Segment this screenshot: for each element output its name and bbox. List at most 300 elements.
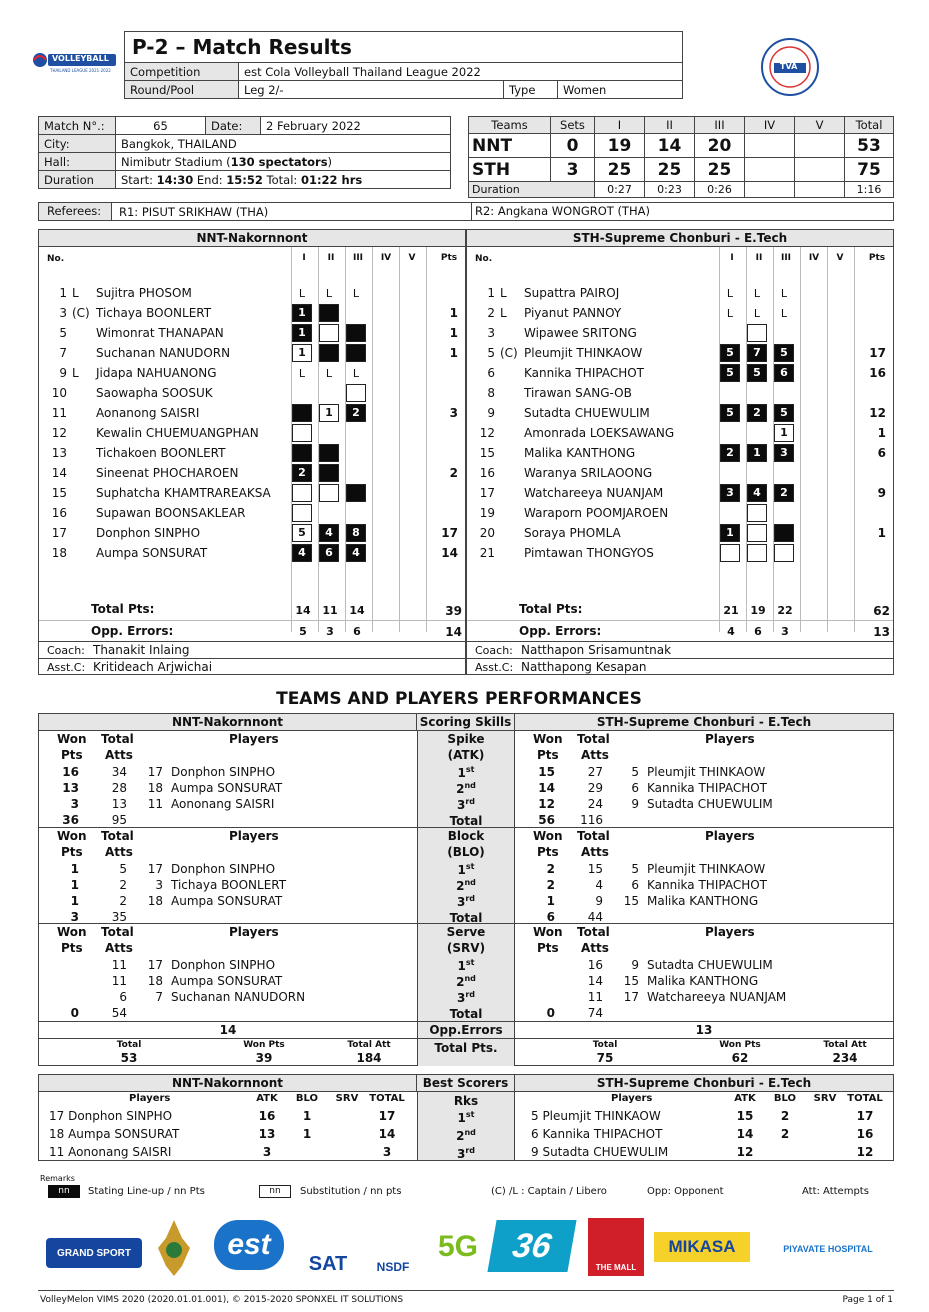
teamA-set-total: 39 — [445, 604, 462, 618]
player-row — [39, 543, 465, 563]
player-row — [39, 363, 465, 383]
substitution-box: 1 — [319, 404, 339, 422]
perf-won-total: 0 — [546, 1006, 555, 1020]
perf-atts-total: 54 — [111, 1006, 127, 1020]
perf-won-total: 56 — [538, 813, 555, 827]
starting-lineup-box: 5 — [747, 364, 767, 382]
footer-left: VolleyMelon VIMS 2020 (2020.01.01.001), © 2015-2020 SPONXEL IT SOLUTIONS — [40, 1295, 404, 1305]
teamB-team-name: STH-Supreme Chonburi - E.Tech — [467, 230, 893, 247]
player-points: 9 — [877, 486, 886, 500]
teamB-set-total: 62 — [873, 604, 890, 618]
best-stat: 13 — [258, 1127, 276, 1141]
player-name: Kannika THIPACHOT — [524, 366, 644, 380]
player-name: Piyanut PANNOY — [524, 306, 622, 320]
player-row — [39, 443, 465, 463]
volleyball-logo-icon — [30, 48, 118, 78]
remarks-starting-box: nn — [48, 1185, 80, 1198]
sponsor-grand-sport: GRAND SPORT — [46, 1238, 142, 1268]
teamB-no-label: No. — [475, 254, 493, 264]
score-row-sth: STH 3 25 25 25 75 — [469, 158, 894, 182]
substitution-box: 5 — [292, 524, 312, 542]
perf-player-no: 11 — [147, 797, 163, 811]
perf-total: 13 — [111, 797, 127, 811]
perf-won: 13 — [62, 781, 79, 795]
player-points: 6 — [877, 446, 886, 460]
left-logo-text: VOLLEYBALL — [52, 54, 109, 63]
starting-lineup-box: 1 — [292, 324, 312, 342]
player-name: Supawan BOONSAKLEAR — [96, 506, 246, 520]
player-name: Pleumjit THINKAOW — [524, 346, 643, 360]
skill-rank: 1st — [457, 862, 475, 877]
royal-emblem-icon — [152, 1218, 196, 1278]
starting-lineup-box: 6 — [319, 544, 339, 562]
skill-name: Block — [447, 829, 485, 843]
perf-player-no: 9 — [631, 958, 639, 972]
best-scorers-table — [38, 1074, 894, 1161]
perf-won: 12 — [538, 797, 555, 811]
player-number: 12 — [479, 426, 495, 440]
perf-total: 27 — [587, 765, 603, 779]
perf-total: 28 — [111, 781, 127, 795]
total-label: Won Pts — [719, 1040, 761, 1050]
player-number: 2 — [487, 306, 495, 320]
player-row — [467, 343, 893, 363]
best-stat: 1 — [302, 1127, 312, 1141]
col-atts: Atts — [105, 748, 133, 762]
col-total: Total — [101, 925, 134, 939]
page-title: P-2 – Match Results — [132, 35, 352, 59]
set-libero-mark: L — [325, 287, 333, 300]
teamB-total-label: Total Pts: — [519, 602, 583, 616]
starting-lineup-box — [774, 524, 794, 542]
player-row — [39, 323, 465, 343]
substitution-box — [292, 504, 312, 522]
teamB-set-header: Pts — [868, 253, 886, 263]
perf-won: 1 — [70, 894, 79, 908]
col-players: Players — [229, 829, 279, 843]
perf-player-name: Donphon SINPHO — [171, 862, 276, 876]
player-number: 12 — [51, 426, 67, 440]
skill-total: Total — [449, 911, 483, 925]
teamA-opp-label: Opp. Errors: — [91, 624, 174, 638]
skill-name: Serve — [446, 925, 486, 939]
player-row — [467, 323, 893, 343]
starting-lineup-box: 7 — [747, 344, 767, 362]
col-total: Total — [577, 925, 610, 939]
best-stat: 2 — [780, 1127, 790, 1141]
substitution-box: 1 — [292, 344, 312, 362]
player-number: 17 — [51, 526, 67, 540]
player-row — [467, 403, 893, 423]
set-libero-mark: L — [352, 367, 360, 380]
best-rks: Rks — [453, 1094, 479, 1108]
perf-player-no: 15 — [623, 894, 639, 908]
player-number: 11 — [51, 406, 67, 420]
best-stat: 17 — [856, 1109, 874, 1123]
best-team-b: STH-Supreme Chonburi - E.Tech — [515, 1075, 893, 1092]
col-pts: Pts — [61, 748, 83, 762]
total-label: Total Att — [347, 1040, 391, 1050]
player-row — [467, 483, 893, 503]
perf-won-total: 36 — [62, 813, 79, 827]
teamB-asst-label: Asst.C: — [475, 661, 514, 674]
player-row — [467, 423, 893, 443]
skill-rank: 3rd — [456, 990, 476, 1005]
set-libero-mark: L — [352, 287, 360, 300]
teamB-opp-errors: 6 — [754, 625, 762, 638]
perf-player-name: Sutadta CHUEWULIM — [647, 797, 773, 811]
perf-team-a: NNT-Nakornnont — [39, 714, 417, 731]
perf-player-name: Aumpa SONSURAT — [171, 894, 283, 908]
perf-won: 2 — [546, 862, 555, 876]
skill-rank: 2nd — [456, 781, 476, 796]
player-number: 9 — [59, 366, 67, 380]
teamA-asst-label: Asst.C: — [47, 661, 86, 674]
perf-won: 1 — [70, 862, 79, 876]
score-header: II — [645, 117, 695, 134]
starting-lineup-box: 6 — [774, 364, 794, 382]
match-no-label: Match N°.: — [39, 117, 116, 135]
best-rank: 3rd — [456, 1146, 476, 1161]
teamB-set-total: 21 — [723, 604, 739, 617]
teamA-set-header: V — [408, 253, 416, 263]
player-points: 2 — [449, 466, 458, 480]
col-won: Won — [533, 732, 563, 746]
referees-label: Referees: — [39, 203, 112, 220]
starting-lineup-box — [292, 404, 312, 422]
perf-total: 4 — [595, 878, 603, 892]
perf-player-no: 17 — [147, 958, 163, 972]
best-player: 6 Kannika THIPACHOT — [531, 1127, 663, 1141]
perf-total: 34 — [111, 765, 127, 779]
perf-won: 2 — [546, 878, 555, 892]
team-a-roster — [38, 229, 466, 675]
sponsor-ais-5g: 5G — [437, 1230, 479, 1263]
teamB-opp-label: Opp. Errors: — [519, 624, 602, 638]
total-label: Won Pts — [243, 1040, 285, 1050]
type-value: Women — [558, 81, 683, 99]
player-number: 3 — [487, 326, 495, 340]
starting-lineup-box: 4 — [747, 484, 767, 502]
starting-lineup-box: 4 — [346, 544, 366, 562]
starting-lineup-box: 1 — [720, 524, 740, 542]
perf-player-no: 18 — [147, 894, 163, 908]
footer-right: Page 1 of 1 — [842, 1295, 893, 1305]
score-header: I — [595, 117, 645, 134]
player-name: Wimonrat THANAPAN — [96, 326, 224, 340]
player-number: 20 — [479, 526, 495, 540]
type-label: Type — [504, 81, 558, 99]
starting-lineup-box: 5 — [774, 344, 794, 362]
best-stat: 14 — [736, 1127, 754, 1141]
player-row — [467, 463, 893, 483]
substitution-box — [774, 544, 794, 562]
player-points: 1 — [877, 526, 886, 540]
perf-won: 16 — [62, 765, 79, 779]
skill-abbr: (ATK) — [447, 748, 485, 762]
score-header: V — [795, 117, 845, 134]
col-total: Total — [577, 732, 610, 746]
skill-total: Total — [449, 814, 483, 828]
perf-player-name: Aumpa SONSURAT — [171, 974, 283, 988]
player-row — [39, 503, 465, 523]
player-points: 14 — [441, 546, 458, 560]
set-libero-mark: L — [298, 287, 306, 300]
total-value: 75 — [596, 1051, 614, 1065]
starting-lineup-box: 3 — [774, 444, 794, 462]
hall-label: Hall: — [39, 153, 116, 171]
teamB-coach: Natthapon Srisamuntnak — [521, 643, 672, 657]
referee-1: R1: PISUT SRIKHAW (THA) — [119, 205, 269, 219]
teamB-coach-label: Coach: — [475, 644, 513, 657]
perf-total: 15 — [587, 862, 603, 876]
divider — [39, 658, 465, 659]
player-role: L — [72, 286, 79, 300]
player-row — [39, 523, 465, 543]
perf-won-total: 3 — [70, 910, 79, 924]
best-stat: 12 — [856, 1145, 874, 1159]
starting-lineup-box: 1 — [747, 444, 767, 462]
best-stat: 1 — [302, 1109, 312, 1123]
player-number: 5 — [487, 346, 495, 360]
opp-errors-a: 14 — [219, 1023, 237, 1037]
best-stat: 17 — [378, 1109, 396, 1123]
best-stat: 3 — [382, 1145, 392, 1159]
score-header: III — [695, 117, 745, 134]
left-logo-sub: THAILAND LEAGUE 2021-2022 — [50, 68, 111, 73]
perf-skills-label: Scoring Skills — [417, 714, 515, 731]
player-role: L — [72, 366, 79, 380]
player-name: Sujitra PHOSOM — [96, 286, 192, 300]
perf-total: 24 — [587, 797, 603, 811]
perf-total: 11 — [111, 974, 127, 988]
player-points: 17 — [869, 346, 886, 360]
divider — [39, 620, 465, 621]
player-name: Sineenat PHOCHAROEN — [96, 466, 239, 480]
teamA-set-header: IV — [380, 253, 392, 263]
right-logo — [760, 37, 820, 97]
player-name: Waranya SRILAOONG — [524, 466, 653, 480]
score-header: Total — [845, 117, 894, 134]
remarks-att: Att: Attempts — [802, 1186, 869, 1197]
best-col-header: TOTAL — [847, 1093, 883, 1104]
player-points: 1 — [449, 346, 458, 360]
teamA-team-name: NNT-Nakornnont — [39, 230, 465, 247]
perf-won-total: 6 — [546, 910, 555, 924]
total-label: Total — [592, 1040, 618, 1050]
player-row — [467, 503, 893, 523]
teamB-opp-errors: 3 — [781, 625, 789, 638]
teamB-set-total: 19 — [750, 604, 766, 617]
substitution-box — [720, 544, 740, 562]
starting-lineup-box: 5 — [720, 404, 740, 422]
best-col-header: ATK — [734, 1093, 756, 1104]
set-libero-mark: L — [780, 287, 788, 300]
perf-total: 11 — [111, 958, 127, 972]
score-durations: Duration 0:27 0:23 0:26 1:16 — [469, 182, 894, 198]
player-row — [39, 483, 465, 503]
player-row — [467, 523, 893, 543]
perf-player-name: Aononang SAISRI — [171, 797, 275, 811]
sponsor-sat: SAT — [308, 1253, 348, 1275]
player-row — [467, 383, 893, 403]
starting-lineup-box — [292, 444, 312, 462]
perf-player-name: Malika KANTHONG — [647, 894, 759, 908]
teamA-set-header: Pts — [440, 253, 458, 263]
perf-player-name: Kannika THIPACHOT — [647, 781, 767, 795]
player-name: Wipawee SRITONG — [524, 326, 637, 340]
player-row — [39, 383, 465, 403]
teamB-set-header: IV — [808, 253, 820, 263]
date-value: 2 February 2022 — [261, 117, 451, 135]
substitution-box — [319, 324, 339, 342]
total-value: 39 — [255, 1051, 273, 1065]
player-name: Tichaya BOONLERT — [96, 306, 212, 320]
perf-total: 2 — [119, 894, 127, 908]
player-number: 10 — [51, 386, 67, 400]
perf-player-no: 5 — [631, 862, 639, 876]
starting-lineup-box: 8 — [346, 524, 366, 542]
perf-player-name: Pleumjit THINKAOW — [647, 862, 766, 876]
best-rank: 2nd — [456, 1128, 476, 1143]
perf-atts-total: 116 — [580, 813, 603, 827]
substitution-box — [346, 384, 366, 402]
perf-player-no: 18 — [147, 974, 163, 988]
team-b-roster — [466, 229, 894, 675]
right-logo-text: TVA — [780, 62, 798, 71]
perf-atts-total: 44 — [587, 910, 603, 924]
referees-row — [38, 202, 894, 221]
best-player: 9 Sutadta CHUEWULIM — [531, 1145, 669, 1159]
col-pts: Pts — [537, 845, 559, 859]
best-col-header: Players — [611, 1093, 653, 1104]
perf-player-no: 5 — [631, 765, 639, 779]
remarks-starting: Stating Line-up / nn Pts — [88, 1186, 205, 1197]
teamA-no-label: No. — [47, 254, 65, 264]
player-number: 21 — [479, 546, 495, 560]
skill-rank: 1st — [457, 765, 475, 780]
substitution-box — [747, 544, 767, 562]
col-atts: Atts — [581, 845, 609, 859]
col-players: Players — [705, 732, 755, 746]
col-total: Total — [577, 829, 610, 843]
set-libero-mark: L — [753, 307, 761, 320]
opp-errors-b: 13 — [695, 1023, 713, 1037]
col-pts: Pts — [537, 941, 559, 955]
skill-abbr: (SRV) — [446, 941, 486, 955]
divider — [39, 641, 465, 642]
competition-value: est Cola Volleyball Thailand League 2022 — [239, 63, 683, 81]
perf-player-name: Watchareeya NUANJAM — [647, 990, 787, 1004]
duration-value: Start: 14:30 End: 15:52 Total: 01:22 hrs — [116, 171, 451, 189]
starting-lineup-box: 2 — [346, 404, 366, 422]
best-player: 17 Donphon SINPHO — [49, 1109, 173, 1123]
remarks-substitution: Substitution / nn pts — [300, 1186, 402, 1197]
teamA-opp-errors: 6 — [353, 625, 361, 638]
substitution-box — [292, 484, 312, 502]
player-row — [39, 283, 465, 303]
footer-line — [38, 1290, 894, 1291]
starting-lineup-box: 5 — [774, 404, 794, 422]
starting-lineup-box: 4 — [292, 544, 312, 562]
section-divider — [39, 1021, 893, 1022]
skill-total: Total — [449, 1007, 483, 1021]
player-number: 1 — [487, 286, 495, 300]
player-number: 13 — [51, 446, 67, 460]
col-pts: Pts — [61, 941, 83, 955]
set-libero-mark: L — [726, 307, 734, 320]
perf-player-name: Kannika THIPACHOT — [647, 878, 767, 892]
player-name: Donphon SINPHO — [96, 526, 201, 540]
player-name: Amonrada LOEKSAWANG — [524, 426, 675, 440]
skill-rank: 3rd — [456, 797, 476, 812]
player-row — [39, 303, 465, 323]
perf-player-no: 17 — [147, 765, 163, 779]
substitution-box — [319, 484, 339, 502]
starting-lineup-box: 5 — [720, 344, 740, 362]
col-won: Won — [533, 829, 563, 843]
starting-lineup-box — [346, 484, 366, 502]
best-stat: 16 — [258, 1109, 276, 1123]
col-atts: Atts — [581, 941, 609, 955]
skill-name: Spike — [447, 732, 485, 746]
teamA-opp-errors: 3 — [326, 625, 334, 638]
best-stat: 3 — [262, 1145, 272, 1159]
best-team-a: NNT-Nakornnont — [39, 1075, 417, 1092]
score-header: Teams — [469, 117, 551, 134]
player-number: 19 — [479, 506, 495, 520]
teamA-set-total: 14 — [295, 604, 311, 617]
perf-total: 5 — [119, 862, 127, 876]
set-libero-mark: L — [780, 307, 788, 320]
col-atts: Atts — [105, 941, 133, 955]
sponsor-piyavate: PIYAVATE HOSPITAL — [783, 1244, 873, 1254]
total-label: Total — [116, 1040, 142, 1050]
col-pts: Pts — [537, 748, 559, 762]
sponsor-nsdf: NSDF — [376, 1260, 410, 1274]
substitution-box — [747, 524, 767, 542]
starting-lineup-box — [319, 304, 339, 322]
perf-player-name: Donphon SINPHO — [171, 958, 276, 972]
perf-player-no: 9 — [631, 797, 639, 811]
perf-total: 14 — [587, 974, 603, 988]
col-pts: Pts — [61, 845, 83, 859]
player-points: 1 — [877, 426, 886, 440]
perf-atts-total: 95 — [111, 813, 127, 827]
perf-player-no: 3 — [155, 878, 163, 892]
player-name: Sutadta CHUEWULIM — [524, 406, 650, 420]
starting-lineup-box: 3 — [720, 484, 740, 502]
divider — [467, 620, 893, 621]
perf-team-b: STH-Supreme Chonburi - E.Tech — [515, 714, 893, 731]
remarks-sub-box: nn — [259, 1185, 291, 1198]
starting-lineup-box — [346, 344, 366, 362]
player-row — [39, 463, 465, 483]
player-number: 15 — [479, 446, 495, 460]
skill-rank: 1st — [457, 958, 475, 973]
teamB-asst: Natthapong Kesapan — [521, 660, 647, 674]
city-value: Bangkok, THAILAND — [116, 135, 451, 153]
player-number: 7 — [59, 346, 67, 360]
teamB-opp-errors: 13 — [873, 625, 890, 639]
set-libero-mark: L — [298, 367, 306, 380]
sponsor-the-mall: THE MALL — [588, 1218, 644, 1276]
best-col-header: BLO — [295, 1093, 319, 1104]
player-name: Malika KANTHONG — [524, 446, 636, 460]
best-rank: 1st — [457, 1110, 475, 1125]
perf-total: 2 — [119, 878, 127, 892]
starting-lineup-box: 2 — [747, 404, 767, 422]
